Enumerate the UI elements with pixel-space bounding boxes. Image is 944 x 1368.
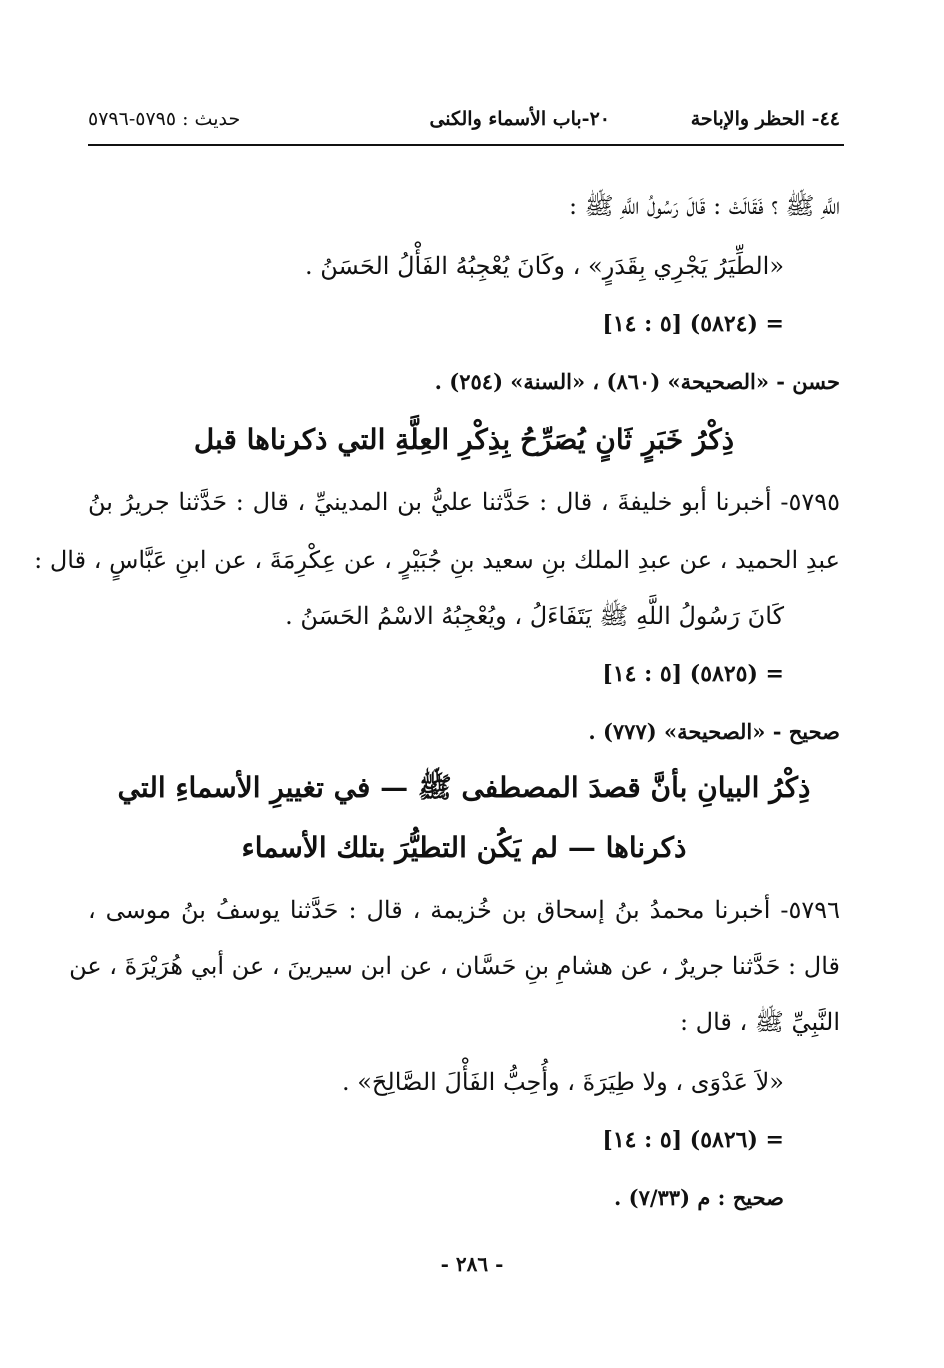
hadith-chain: قال : حَدَّثنا جريرٌ ، عن هشامِ بنِ حَسَّان ، عن ابن سيرينَ ، عن أبي هُرَيْرَةَ ، عن <box>69 952 840 980</box>
hadith-chain: ٥٧٩٥- أخبرنا أبو خليفةَ ، قال : حَدَّثنا عليُّ بن المدينيِّ ، قال : حَدَّثنا جريرُ بنُ <box>88 488 840 516</box>
hadith-grade: صحيح - «الصحيحة» (٧٧٧) . <box>588 719 840 744</box>
section-heading: ذِكْرُ خَبَرٍ ثَانٍ يُصَرِّحُ بِذِكْرِ العِلَّةِ التي ذكرناها قبل <box>193 423 735 456</box>
running-header <box>88 108 840 142</box>
hadith-chain: عبدِ الحميد ، عن عبدِ الملك بنِ سعيد بنِ جُبَيْرٍ ، عن عِكْرِمَةَ ، عن ابنِ عَبَّاسٍ ، قال : <box>34 546 840 574</box>
section-heading: ذِكْرُ البيانِ بأنَّ قصدَ المصطفى ﷺ — في تغييرِ الأسماءِ التي <box>117 771 811 804</box>
hadith-chain: ٥٧٩٦- أخبرنا محمدُ بنُ إسحاق بن خُزيمة ، قال : حَدَّثنا يوسفُ بنُ موسى ، <box>88 896 840 924</box>
hadith-range: حديث : ٥٧٩٥-٥٧٩٦ <box>88 108 241 130</box>
hadith-text: «لاَ عَدْوَى ، ولا طِيَرَةَ ، وأُحِبُّ الفَأْلَ الصَّالِحَ» . <box>341 1068 784 1096</box>
text-line: اللَّهِ ﷺ ؟ فَقَالَتْ : قَالَ رَسُولُ اللَّهِ ﷺ : <box>568 192 840 220</box>
cross-reference: = (٥٨٢٦) [٥ : ١٤] <box>602 1127 784 1153</box>
header-rule <box>88 144 844 146</box>
hadith-grade: حسن - «الصحيحة» (٨٦٠) ، «السنة» (٢٥٤) . <box>434 369 840 394</box>
hadith-grade: صحيح : م (٧/٣٣) . <box>614 1185 784 1210</box>
hadith-text: كَانَ رَسُولُ اللَّهِ ﷺ يَتَفَاءَلُ ، ويُعْجِبُهُ الاسْمُ الحَسَنُ . <box>285 602 784 630</box>
page-number: - ٢٨٦ - <box>440 1252 504 1276</box>
chapter-title: ٤٤- الحظر والإباحة <box>690 108 840 130</box>
quote-line: «الطِّيَرُ يَجْرِي بِقَدَرٍ» ، وكَانَ يُعْجِبُهُ الفَأْلُ الحَسَنُ . <box>305 252 784 280</box>
cross-reference: = (٥٨٢٥) [٥ : ١٤] <box>602 661 784 687</box>
section-heading-continued: ذكرناها — لم يَكُن التطيُّرَ بتلك الأسماء <box>241 831 687 864</box>
hadith-chain: النَّبِيِّ ﷺ ، قال : <box>679 1008 840 1036</box>
cross-reference: = (٥٨٢٤) [٥ : ١٤] <box>602 311 784 337</box>
section-title: ٢٠-باب الأسماء والكنى <box>429 108 610 130</box>
